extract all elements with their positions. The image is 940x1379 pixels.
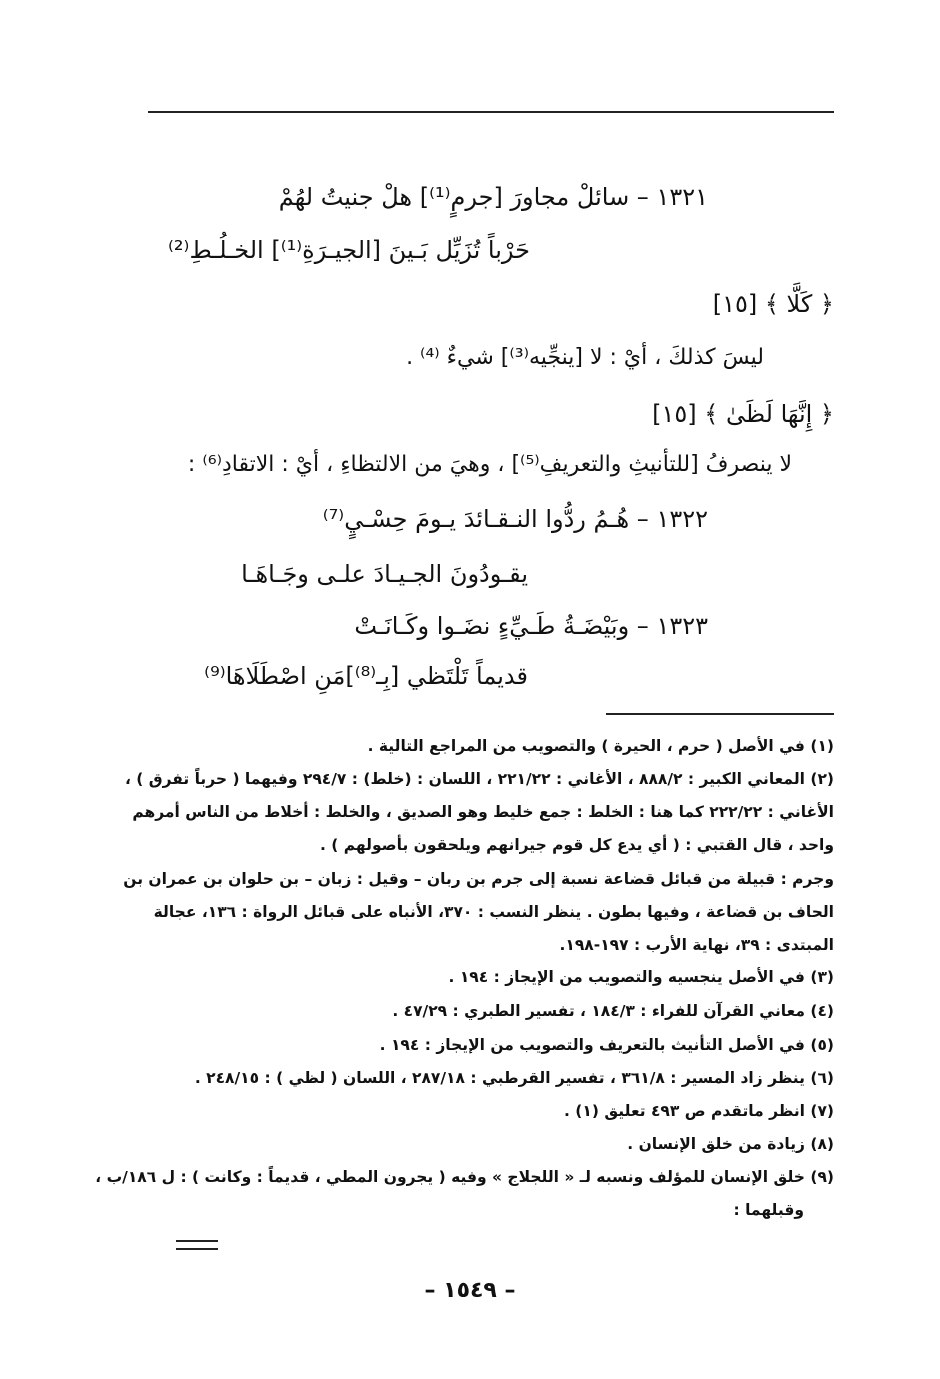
verse-1322-second-hemistich: يقـودُونَ الجـيـادَ علـى وجَـاهَـا [241,560,528,588]
footnote-5: (٥) في الأصل التأنيث بالتعريف والتصويب من الإيجاز : ١٩٤ . [379,1036,834,1054]
verse-1323-second-hemistich: قديماً تَلْتَظي [بِـ⁽⁸⁾]مَنِ اصْطَلَاهَا⁽⁹⁾ [204,662,528,690]
end-marker [176,1240,218,1250]
footnote-1: (١) في الأصل ( حرم ، الحيرة ) والتصويب من المراجع التالية . [367,737,834,755]
footnote-8: (٨) زيادة من خلق الإنسان . [627,1135,834,1153]
footnote-2-line-4: وجرم : قبيلة من قبائل قضاعة نسبة إلى جرم بن ربان – وقيل : زبان – بن حلوان بن عمران بن [123,870,834,888]
footnote-7: (٧) انظر ماتقدم ص ٤٩٣ تعليق (١) . [564,1102,834,1120]
footnote-4: (٤) معاني القرآن للفراء : ١٨٤/٣ ، تفسير الطبري : ٤٧/٢٩ . [392,1002,834,1020]
verse-1322-first-hemistich: ١٣٢٢ – هُـمُ ردُّوا النـقـائدَ يـومَ حِسْـيٍ⁽⁷⁾ [322,505,708,533]
commentary-laza: لا ينصرفُ [للتأنيثِ والتعريفِ⁽⁵⁾] ، وهيَ من الالتظاءِ ، أيْ : الاتقادِ⁽⁶⁾ : [187,452,792,477]
footnote-2-line-3: واحد ، قال القتبي : ( أي يدع كل قوم جيرانهم ويلحقون بأصولهم ) . [319,836,834,854]
quran-quote-innaha-laza: ﴿ إِنَّهَا لَظَىٰ ﴾ [١٥] [652,400,834,428]
verse-1321-first-hemistich: ١٣٢١ – سائلْ مجاورَ [جرمٍ⁽¹⁾] هلْ جنيتُ لهُمْ [278,183,708,211]
verse-1323-first-hemistich: ١٣٢٣ – وبَيْضَـةُ طَـيِّءٍ نضَـوا وكَـانَـتْ [354,612,708,640]
commentary-kalla: ليسَ كذلكَ ، أيْ : لا [ينجِّيه⁽³⁾] شيءٌ ⁽⁴⁾ . [406,345,764,370]
footnote-6: (٦) ينظر زاد المسير : ٣٦١/٨ ، تفسير القرطبي : ٢٨٧/١٨ ، اللسان ( لظي ) : ٢٤٨/١٥ . [194,1069,834,1087]
footnote-2-line-1: (٢) المعاني الكبير : ٨٨٨/٢ ، الأغاني : ٢٢١/٢٢ ، اللسان : (خلط) : ٢٩٤/٧ وفيهما ( حرباً تفرق ) ، [124,770,834,788]
footnote-3: (٣) في الأصل ينجسيه والتصويب من الإيجاز : ١٩٤ . [448,968,834,986]
verse-1321-second-hemistich: حَرْباً تُزَيِّل بَـينَ [الجيـرَةِ⁽¹⁾] الخـلُـطِ⁽²⁾ [168,236,530,264]
footnote-2-line-6: المبتدى : ٣٩، نهاية الأرب : ١٩٧-١٩٨. [559,936,834,954]
footnote-9-line-1: (٩) خلق الإنسان للمؤلف ونسبه لـ « اللجلاج » وفيه ( يجرون المطي ، قديماً : وكانت ) : ل ١٨٦/ب ، [95,1168,834,1186]
footnote-separator [606,713,834,715]
footnote-2-line-5: الحاف بن قضاعة ، وفيها بطون . ينظر النسب : ٣٧٠، الأنباه على قبائل الرواة : ١٣٦، عجالة [153,903,834,921]
footnote-2-line-2: الأغاني : ٢٢٢/٢٢ كما هنا : الخلط : جمع خليط وهو الصديق ، والخلط : أخلاط من الناس أمرهم [132,803,834,821]
page-number: – ١٥٤٩ – [424,1278,516,1303]
footnote-9-line-2: وقبلهما : [733,1201,804,1219]
top-rule [148,111,834,113]
quran-quote-kalla: ﴿ كَلَّا ﴾ [١٥] [712,290,834,318]
